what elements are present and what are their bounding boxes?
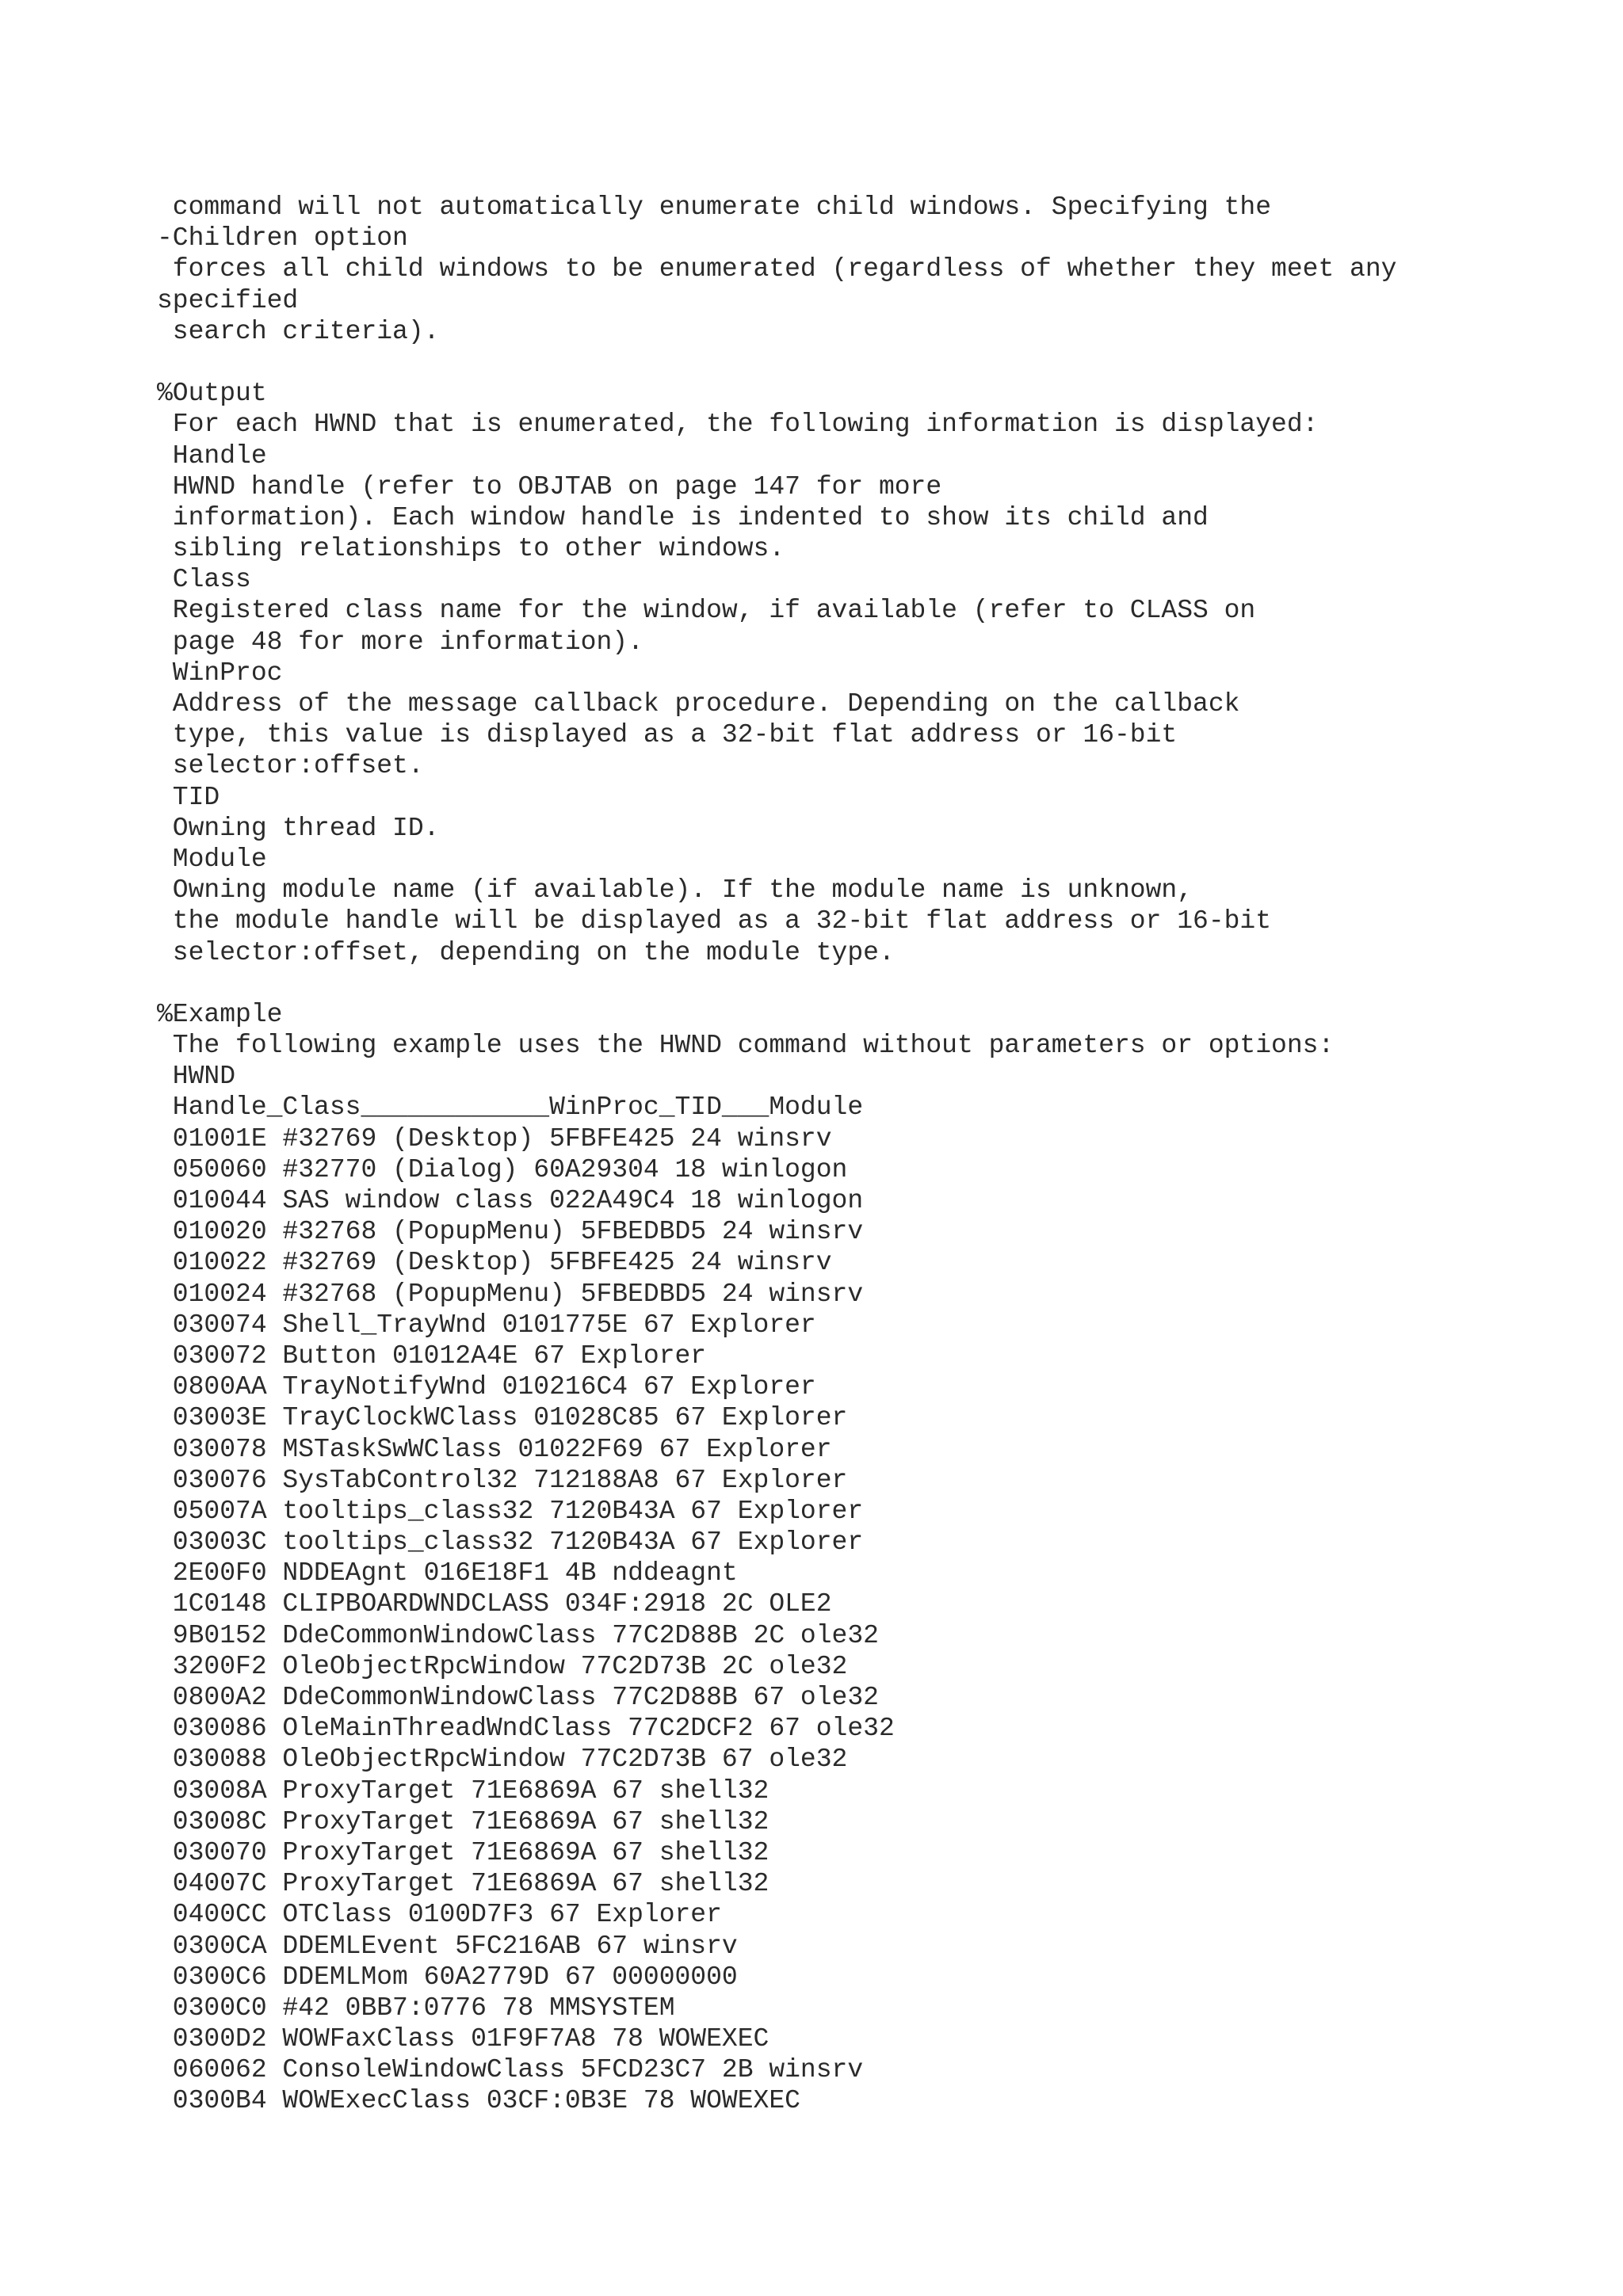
text-line: Owning thread ID. bbox=[157, 813, 440, 843]
text-line: Module bbox=[157, 844, 267, 874]
text-line: WinProc bbox=[157, 658, 283, 688]
text-line: 0300B4 WOWExecClass 03CF:0B3E 78 WOWEXEC bbox=[157, 2086, 800, 2116]
text-line: 010044 SAS window class 022A49C4 18 winlogon bbox=[157, 1186, 864, 1215]
text-line: 03003C tooltips_class32 7120B43A 67 Explorer bbox=[157, 1527, 864, 1558]
text-line: 030086 OleMainThreadWndClass 77C2DCF2 67 ole32 bbox=[157, 1714, 895, 1744]
text-line: 0300C0 #42 0BB7:0776 78 MMSYSTEM bbox=[157, 1993, 675, 2023]
text-line: 030072 Button 01012A4E 67 Explorer bbox=[157, 1341, 707, 1371]
text-line bbox=[157, 968, 1599, 999]
text-line: 010020 #32768 (PopupMenu) 5FBEDBD5 24 winsrv bbox=[157, 1217, 864, 1247]
text-line: Handle bbox=[157, 441, 267, 471]
text-line: 01001E #32769 (Desktop) 5FBFE425 24 winsrv bbox=[157, 1123, 832, 1154]
text-line: 030076 SysTabControl32 712188A8 67 Explorer bbox=[157, 1465, 848, 1495]
text-line: selector:offset. bbox=[157, 751, 424, 781]
text-line: 9B0152 DdeCommonWindowClass 77C2D88B 2C ole32 bbox=[157, 1620, 879, 1650]
text-line: 3200F2 OleObjectRpcWindow 77C2D73B 2C ole32 bbox=[157, 1651, 848, 1681]
text-line: HWND bbox=[157, 1062, 236, 1092]
text-line: Registered class name for the window, if available (refer to CLASS on bbox=[157, 596, 1256, 626]
text-line: The following example uses the HWND command without parameters or options: bbox=[157, 1031, 1335, 1061]
text-line: 0300D2 WOWFaxClass 01F9F7A8 78 WOWEXEC bbox=[157, 2024, 769, 2054]
text-line: 010022 #32769 (Desktop) 5FBFE425 24 winsrv bbox=[157, 1248, 832, 1278]
text-line: Handle_Class____________WinProc_TID___Module bbox=[157, 1093, 864, 1123]
text-line: %Output bbox=[157, 379, 267, 409]
text-line: 060062 ConsoleWindowClass 5FCD23C7 2B winsrv bbox=[157, 2055, 864, 2085]
text-line: %Example bbox=[157, 999, 283, 1029]
text-line: Class bbox=[157, 565, 251, 595]
text-line: TID bbox=[157, 782, 220, 812]
text-line: 050060 #32770 (Dialog) 60A29304 18 winlogon bbox=[157, 1154, 848, 1184]
text-line: selector:offset, depending on the module type. bbox=[157, 937, 895, 967]
text-line: 0300C6 DDEMLMom 60A2779D 67 00000000 bbox=[157, 1962, 738, 1992]
text-line: 05007A tooltips_class32 7120B43A 67 Explorer bbox=[157, 1496, 864, 1526]
text-line: 0800A2 DdeCommonWindowClass 77C2D88B 67 ole32 bbox=[157, 1683, 879, 1712]
text-line: -Children option bbox=[157, 223, 408, 254]
text-line: 0300CA DDEMLEvent 5FC216AB 67 winsrv bbox=[157, 1931, 738, 1961]
text-line: 0400CC OTClass 0100D7F3 67 Explorer bbox=[157, 1900, 722, 1930]
text-line: Address of the message callback procedure. Depending on the callback bbox=[157, 689, 1240, 719]
text-line: 03003E TrayClockWClass 01028C85 67 Explorer bbox=[157, 1403, 848, 1433]
text-line: For each HWND that is enumerated, the following information is displayed: bbox=[157, 410, 1319, 440]
text-line: 03008C ProxyTarget 71E6869A 67 shell32 bbox=[157, 1806, 769, 1836]
text-line: 030070 ProxyTarget 71E6869A 67 shell32 bbox=[157, 1837, 769, 1867]
text-line: information). Each window handle is indented to show its child and bbox=[157, 502, 1209, 532]
text-line: specified bbox=[157, 285, 299, 315]
document-text bbox=[157, 192, 1599, 2117]
text-line: 04007C ProxyTarget 71E6869A 67 shell32 bbox=[157, 1869, 769, 1899]
text-line bbox=[157, 347, 1599, 378]
text-line: 2E00F0 NDDEAgnt 016E18F1 4B nddeagnt bbox=[157, 1558, 738, 1589]
text-line: forces all child windows to be enumerated (regardless of whether they meet any bbox=[157, 254, 1397, 284]
text-line: the module handle will be displayed as a 32-bit flat address or 16-bit bbox=[157, 906, 1272, 936]
text-line: page 48 for more information). bbox=[157, 627, 643, 657]
text-line: command will not automatically enumerate child windows. Specifying the bbox=[157, 193, 1272, 222]
text-line: 030078 MSTaskSwWClass 01022F69 67 Explorer bbox=[157, 1434, 832, 1464]
text-line: 0800AA TrayNotifyWnd 010216C4 67 Explorer bbox=[157, 1372, 816, 1402]
text-line: 03008A ProxyTarget 71E6869A 67 shell32 bbox=[157, 1775, 769, 1806]
text-line: type, this value is displayed as a 32-bit flat address or 16-bit bbox=[157, 720, 1178, 750]
text-line: HWND handle (refer to OBJTAB on page 147 for more bbox=[157, 471, 942, 502]
text-line: sibling relationships to other windows. bbox=[157, 534, 785, 564]
text-line: 030088 OleObjectRpcWindow 77C2D73B 67 ole32 bbox=[157, 1745, 848, 1775]
text-line: 1C0148 CLIPBOARDWNDCLASS 034F:2918 2C OLE2 bbox=[157, 1589, 832, 1619]
text-line: 030074 Shell_TrayWnd 0101775E 67 Explorer bbox=[157, 1310, 816, 1340]
text-line: Owning module name (if available). If the module name is unknown, bbox=[157, 875, 1193, 906]
text-line: 010024 #32768 (PopupMenu) 5FBEDBD5 24 winsrv bbox=[157, 1279, 864, 1309]
text-line: search criteria). bbox=[157, 316, 440, 346]
